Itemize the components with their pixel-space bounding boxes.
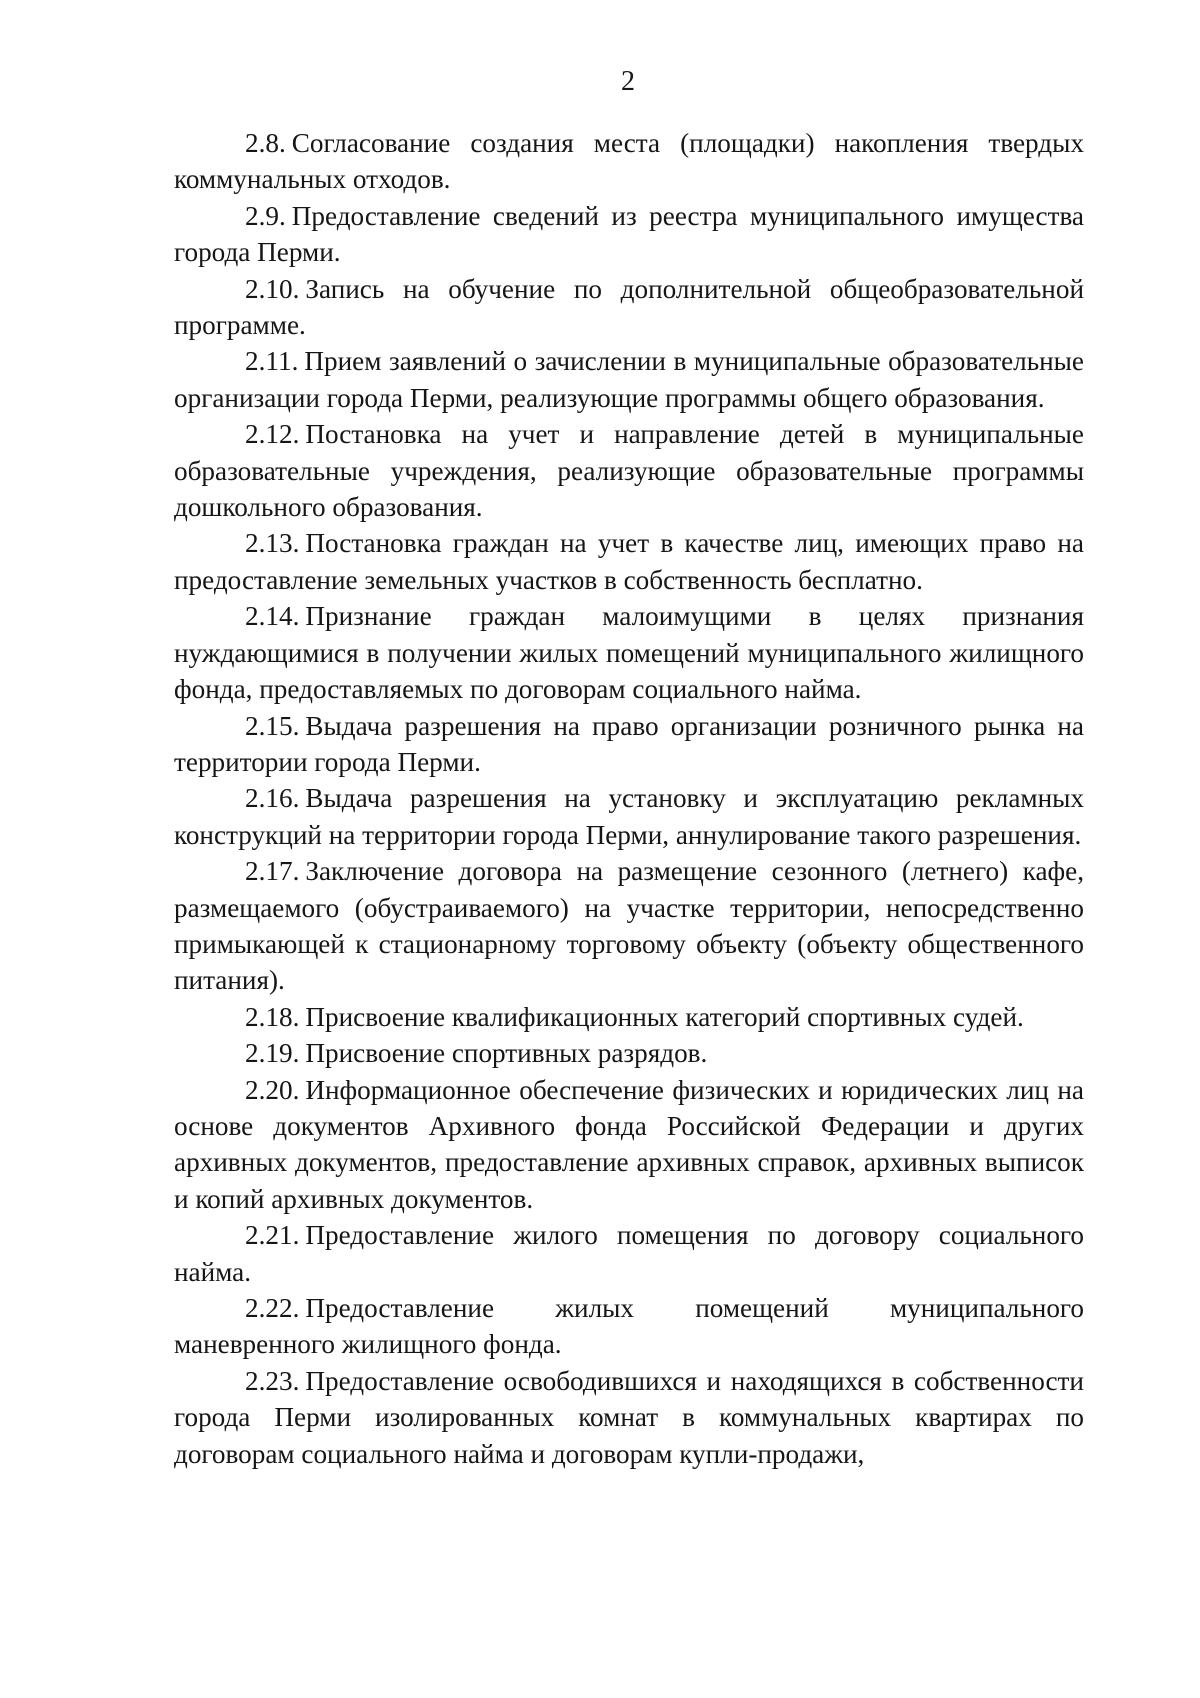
item-number: 2.12. (245, 419, 300, 450)
item-number: 2.13. (245, 528, 300, 559)
item-text: Признание граждан малоимущими в целях признания нуждающимися в получении жилых помещений муниципального жилищного фонда, предоставляемых по договорам социального найма. (174, 601, 1084, 705)
item-number: 2.22. (245, 1293, 300, 1323)
list-item (174, 1363, 1084, 1472)
item-text: Предоставление сведений из реестра муниципального имущества города Перми. (174, 200, 1084, 268)
item-number: 2.8. (245, 128, 286, 158)
item-number: 2.23. (245, 1365, 300, 1396)
document-body (174, 125, 1084, 1472)
item-text: Выдача разрешения на установку и эксплуатацию рекламных конструкций на территории города Перми, аннулирование такого разрешения. (174, 783, 1084, 850)
item-text: Постановка граждан на учет в качестве лиц, имеющих право на предоставление земельных участков в собственность бесплатно. (174, 528, 1084, 595)
item-number: 2.20. (245, 1074, 300, 1105)
item-text: Присвоение спортивных разрядов. (305, 1038, 708, 1069)
item-number: 2.9. (245, 200, 286, 231)
item-number: 2.10. (245, 273, 300, 304)
list-item (174, 708, 1084, 781)
list-item (174, 1035, 1084, 1071)
item-text: Запись на обучение по дополнительной общеобразовательной программе. (174, 273, 1084, 341)
item-number: 2.18. (245, 1001, 300, 1032)
list-item (174, 853, 1084, 999)
item-number: 2.14. (245, 601, 300, 632)
item-text: Присвоение квалификационных категорий спортивных судей. (305, 1001, 1024, 1032)
item-number: 2.19. (245, 1038, 300, 1069)
list-item (174, 999, 1084, 1035)
list-item (174, 343, 1084, 416)
list-item (174, 1072, 1084, 1218)
list-item (174, 416, 1084, 525)
item-number: 2.15. (245, 710, 300, 741)
item-number: 2.17. (245, 856, 300, 887)
list-item (174, 780, 1084, 853)
list-item (174, 1217, 1084, 1290)
item-number: 2.11. (245, 346, 299, 377)
list-item (174, 525, 1084, 598)
item-text: Предоставление освободившихся и находящихся в собственности города Перми изолированных комнат в коммунальных квартирах по договорам социального найма и договорам купли-продажи, (174, 1365, 1084, 1469)
list-item (174, 271, 1084, 344)
page-number: 2 (621, 66, 635, 97)
item-text: Заключение договора на размещение сезонного (летнего) кафе, размещаемого (обустраиваемого) на участке территории, непосредственно примыкающей к стационарному торговому объекту (объекту общественного питания). (174, 856, 1084, 996)
list-item (174, 1290, 1084, 1363)
list-item (174, 598, 1084, 707)
item-text: Согласование создания места (площадки) накопления твердых коммунальных отходов. (174, 128, 1084, 195)
list-item (174, 125, 1084, 198)
item-text: Прием заявлений о зачислении в муниципальные образовательные организации города Перми, реализующие программы общего образования. (174, 346, 1084, 413)
item-number: 2.21. (245, 1220, 300, 1251)
list-item (174, 198, 1084, 271)
item-number: 2.16. (245, 783, 300, 814)
item-text: Выдача разрешения на право организации розничного рынка на территории города Перми. (174, 710, 1084, 777)
item-text: Предоставление жилого помещения по договору социального найма. (174, 1220, 1084, 1287)
item-text: Предоставление жилых помещений муниципального маневренного жилищного фонда. (174, 1293, 1084, 1360)
item-text: Информационное обеспечение физических и юридических лиц на основе документов Архивного фонда Российской Федерации и других архивных документов, предоставление архивных справок, архивных выписок и копий архивных документов. (174, 1074, 1084, 1214)
item-text: Постановка на учет и направление детей в муниципальные образовательные учреждения, реализующие образовательные программы дошкольного образования. (174, 419, 1084, 523)
